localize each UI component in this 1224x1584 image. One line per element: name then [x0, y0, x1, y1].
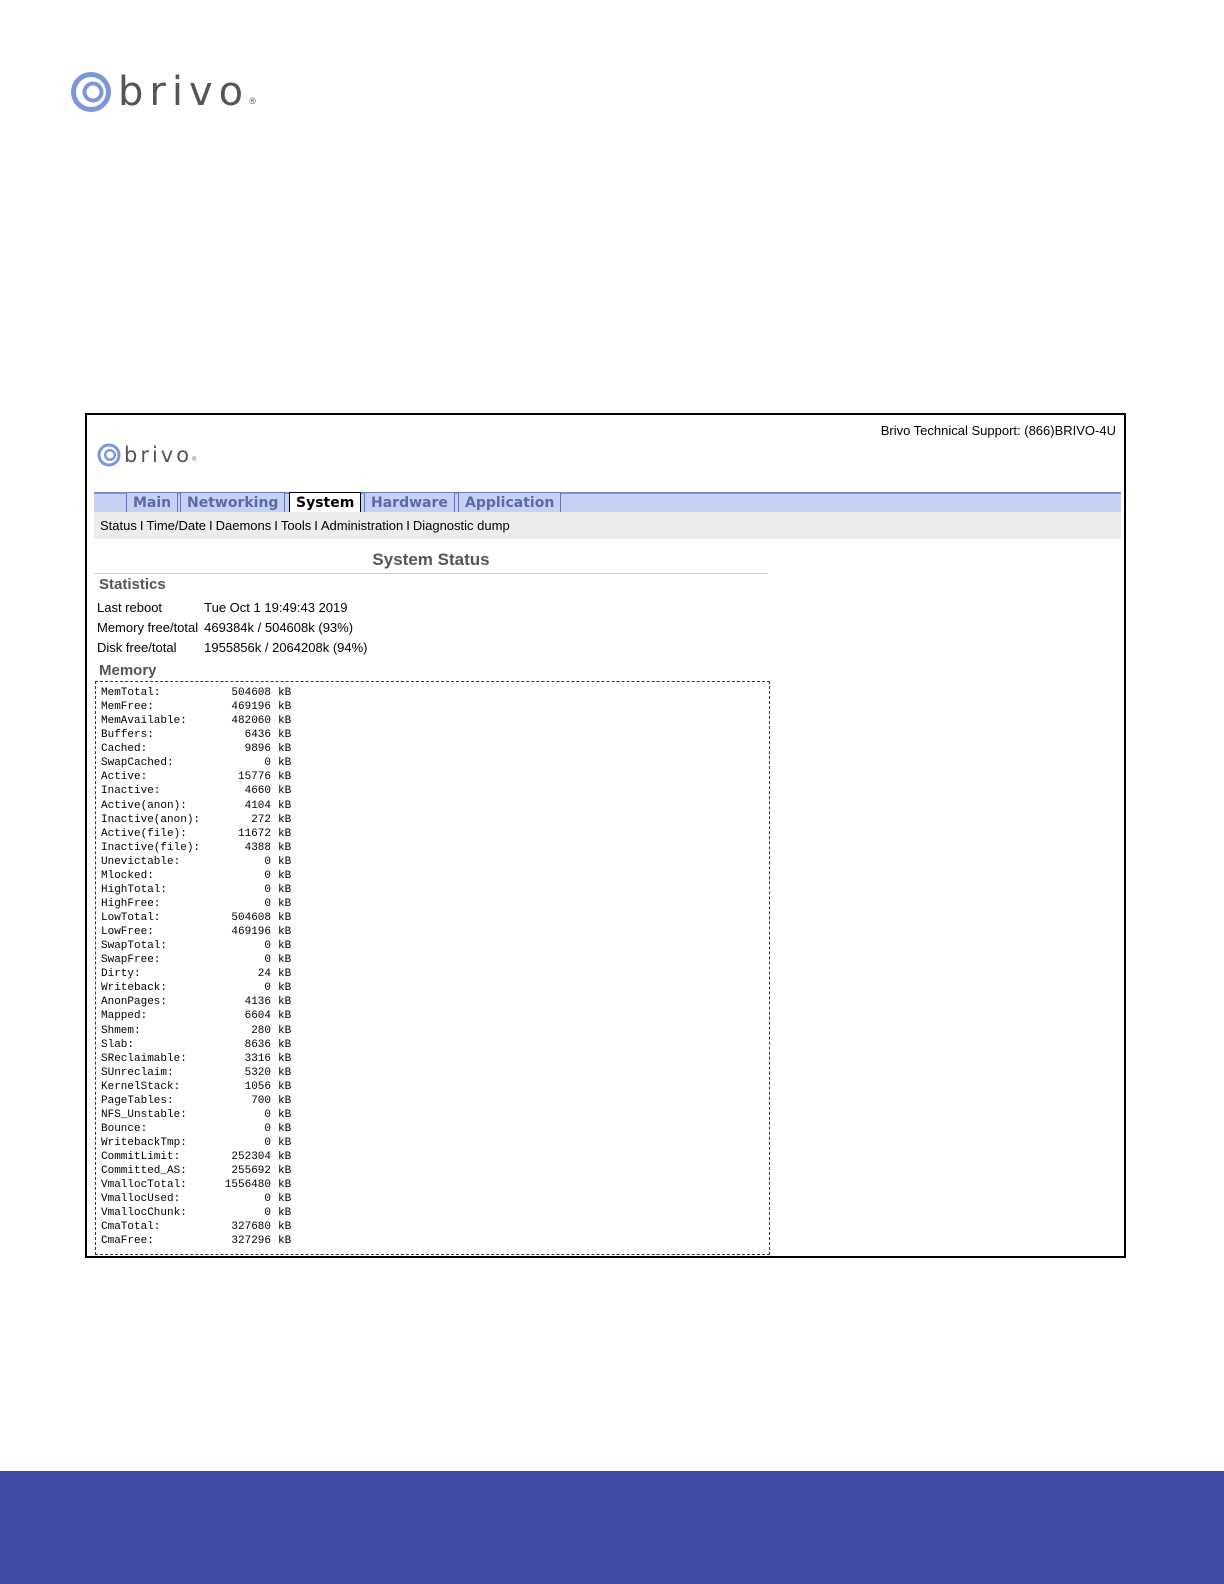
stat-value: 1955856k / 2064208k (94%): [204, 639, 368, 655]
memory-key: Writeback:: [101, 982, 168, 995]
tab-hardware[interactable]: Hardware: [364, 492, 455, 514]
memory-unit: kB: [278, 701, 292, 714]
subnav-administration[interactable]: Administration: [320, 518, 404, 533]
memory-value: 504608: [231, 912, 271, 924]
subnav-separator: I: [274, 518, 278, 533]
memory-key: Bounce:: [101, 1122, 148, 1135]
memory-value: 0: [264, 869, 271, 882]
statistics-table: [97, 597, 372, 657]
subnav-separator: I: [139, 518, 144, 533]
stat-row: [97, 617, 372, 637]
memory-unit: kB: [278, 771, 292, 784]
logo-wordmark: brivo: [124, 443, 193, 467]
memory-row: [101, 742, 764, 756]
memory-row: [101, 981, 764, 995]
stat-row: [97, 597, 372, 617]
memory-row: [101, 686, 764, 700]
memory-row: [101, 869, 764, 883]
memory-row: [101, 756, 764, 770]
tab-main[interactable]: Main: [126, 492, 178, 514]
brivo-logo-icon: [97, 443, 121, 467]
memory-row: [101, 714, 764, 728]
memory-row: [101, 953, 764, 967]
memory-key: Inactive:: [101, 785, 161, 798]
footer-band: [0, 1471, 1224, 1584]
sub-navigation: [94, 512, 1121, 539]
memory-unit: kB: [278, 926, 292, 939]
memory-row: [101, 700, 764, 714]
memory-key: Inactive(anon):: [101, 813, 201, 826]
memory-value: 6436: [244, 729, 271, 742]
memory-value: 15776: [237, 771, 271, 784]
memory-key: SwapFree:: [101, 954, 161, 967]
memory-unit: kB: [278, 1151, 292, 1164]
logo-registered-mark: ®: [249, 96, 256, 106]
stat-label: Disk free/total: [97, 639, 177, 655]
memory-unit: kB: [278, 1221, 292, 1234]
memory-unit: kB: [278, 1080, 292, 1093]
memory-key: NFS_Unstable:: [101, 1108, 187, 1121]
memory-value: 272: [251, 813, 271, 826]
stat-value: Tue Oct 1 19:49:43 2019: [204, 599, 348, 615]
memory-key: Mapped:: [101, 1010, 148, 1023]
stat-value: 469384k / 504608k (93%): [204, 619, 354, 635]
memory-row: [101, 883, 764, 897]
logo-wordmark: brivo: [118, 69, 250, 115]
memory-value: 3316: [244, 1052, 271, 1065]
memory-value: 0: [264, 982, 271, 995]
header-brivo-logo[interactable]: [97, 443, 197, 467]
memory-unit: kB: [278, 855, 292, 868]
memory-row: [101, 897, 764, 911]
memory-key: SReclaimable:: [101, 1052, 187, 1065]
memory-row: [101, 1009, 764, 1023]
memory-unit: kB: [278, 1207, 292, 1220]
memory-key: Slab:: [101, 1038, 135, 1051]
memory-unit: kB: [278, 1052, 292, 1065]
memory-unit: kB: [278, 1137, 292, 1149]
subnav-separator: I: [208, 518, 213, 533]
stat-row: [97, 637, 372, 657]
memory-value: 327680: [231, 1221, 271, 1234]
memory-key: Active(anon):: [101, 799, 187, 812]
tab-application[interactable]: Application: [458, 492, 561, 514]
support-text: Brivo Technical Support: (866)BRIVO-4U: [880, 423, 1116, 438]
memory-value: 8636: [244, 1038, 271, 1051]
memory-key: HighTotal:: [101, 883, 168, 896]
tab-system[interactable]: System: [289, 492, 361, 516]
page-title: System Status: [94, 550, 768, 574]
memory-unit: kB: [278, 883, 292, 896]
memory-key: Unevictable:: [101, 855, 181, 868]
memory-key: Active:: [101, 771, 148, 784]
memory-key: Inactive(file):: [101, 841, 201, 854]
memory-value: 700: [251, 1094, 271, 1107]
memory-value: 0: [264, 757, 271, 770]
memory-unit: kB: [278, 1122, 292, 1135]
subnav-daemons[interactable]: Daemons: [215, 518, 272, 533]
memory-key: LowTotal:: [101, 912, 161, 924]
memory-key: MemFree:: [101, 701, 154, 714]
memory-value: 11672: [237, 827, 271, 840]
memory-row: [101, 728, 764, 742]
memory-row: [101, 1164, 764, 1178]
memory-key: SwapCached:: [101, 757, 174, 770]
memory-value: 5320: [244, 1066, 271, 1079]
memory-value: 255692: [231, 1165, 271, 1178]
memory-row: [101, 799, 764, 813]
memory-value: 0: [264, 1122, 271, 1135]
memory-value: 482060: [231, 715, 271, 728]
tab-networking[interactable]: Networking: [180, 492, 285, 514]
memory-unit: kB: [278, 1066, 292, 1079]
memory-value: 469196: [231, 926, 271, 939]
memory-unit: kB: [278, 841, 292, 854]
memory-info-box: [95, 681, 770, 1255]
memory-unit: kB: [278, 715, 292, 728]
memory-value: 4136: [244, 996, 271, 1009]
memory-unit: kB: [278, 1024, 292, 1037]
brivo-logo-icon: [70, 71, 112, 113]
memory-value: 9896: [244, 743, 271, 756]
memory-unit: kB: [278, 743, 292, 756]
memory-key: VmallocTotal:: [101, 1179, 187, 1192]
memory-key: MemTotal:: [101, 687, 161, 699]
memory-unit: kB: [278, 940, 292, 953]
memory-row: [101, 925, 764, 939]
memory-row: [101, 967, 764, 981]
memory-unit: kB: [278, 912, 292, 924]
memory-row: [101, 1108, 764, 1122]
statistics-heading: Statistics: [99, 576, 166, 593]
memory-unit: kB: [278, 982, 292, 995]
memory-row: [101, 1220, 764, 1234]
memory-unit: kB: [278, 954, 292, 967]
memory-row: [101, 855, 764, 869]
memory-key: Buffers:: [101, 729, 154, 742]
subnav-separator: I: [314, 518, 318, 533]
memory-unit: kB: [278, 869, 292, 882]
memory-value: 4388: [244, 841, 271, 854]
memory-value: 0: [264, 954, 271, 967]
page-brivo-logo: [70, 70, 256, 114]
memory-value: 1056: [244, 1080, 271, 1093]
memory-key: SUnreclaim:: [101, 1066, 174, 1079]
memory-row: [101, 1080, 764, 1094]
memory-row: [101, 841, 764, 855]
memory-row: [101, 827, 764, 841]
memory-row: [101, 1066, 764, 1080]
memory-key: LowFree:: [101, 926, 154, 939]
memory-row: [101, 1150, 764, 1164]
memory-unit: kB: [278, 757, 292, 770]
main-tab-bar: [94, 492, 1121, 512]
memory-unit: kB: [278, 799, 292, 812]
memory-row: [101, 770, 764, 784]
memory-key: VmallocChunk:: [101, 1207, 187, 1220]
memory-row: [101, 1136, 764, 1150]
memory-value: 0: [264, 940, 271, 953]
memory-row: [101, 911, 764, 925]
memory-key: MemAvailable:: [101, 715, 187, 728]
memory-value: 1556480: [224, 1179, 271, 1192]
stat-label: Last reboot: [97, 599, 163, 615]
memory-unit: kB: [278, 968, 292, 981]
memory-unit: kB: [278, 1010, 292, 1023]
memory-unit: kB: [278, 785, 292, 798]
logo-registered-mark: ®: [192, 457, 197, 463]
subnav-status[interactable]: Status: [100, 518, 137, 533]
memory-unit: kB: [278, 827, 292, 840]
memory-key: Active(file):: [101, 827, 187, 840]
memory-unit: kB: [278, 1193, 292, 1206]
stat-label: Memory free/total: [97, 619, 199, 635]
memory-key: Dirty:: [101, 968, 141, 981]
memory-unit: kB: [278, 1038, 292, 1051]
memory-value: 0: [264, 1193, 271, 1206]
memory-row: [101, 1192, 764, 1206]
memory-unit: kB: [278, 813, 292, 826]
memory-value: 280: [251, 1024, 271, 1037]
memory-value: 252304: [231, 1151, 271, 1164]
memory-row: [101, 939, 764, 953]
memory-key: CmaTotal:: [101, 1221, 161, 1234]
memory-value: 469196: [231, 701, 271, 714]
memory-row: [101, 1038, 764, 1052]
subnav-separator: I: [406, 518, 410, 533]
subnav-tools[interactable]: Tools: [280, 518, 312, 533]
memory-value: 4660: [244, 785, 271, 798]
memory-key: SwapTotal:: [101, 940, 168, 953]
memory-unit: kB: [278, 996, 292, 1009]
memory-value: 0: [264, 897, 271, 910]
memory-row: [101, 813, 764, 827]
memory-unit: kB: [278, 1179, 292, 1192]
memory-value: 504608: [231, 687, 271, 699]
memory-key: Committed_AS:: [101, 1165, 187, 1178]
memory-key: PageTables:: [101, 1094, 174, 1107]
memory-key: CmaFree:: [101, 1235, 154, 1248]
memory-value: 327296: [231, 1235, 271, 1248]
memory-key: KernelStack:: [101, 1080, 181, 1093]
memory-value: 6604: [244, 1010, 271, 1023]
web-ui-screenshot: [85, 413, 1126, 1258]
memory-value: 24: [257, 968, 271, 981]
memory-value: 4104: [244, 799, 271, 812]
memory-row: [101, 1052, 764, 1066]
memory-key: Cached:: [101, 743, 148, 756]
memory-row: [101, 1122, 764, 1136]
memory-heading: Memory: [99, 662, 157, 679]
memory-row: [101, 1206, 764, 1220]
memory-row: [101, 995, 764, 1009]
memory-value: 0: [264, 855, 271, 868]
memory-row: [101, 1234, 764, 1248]
memory-unit: kB: [278, 687, 292, 699]
memory-row: [101, 1178, 764, 1192]
memory-value: 0: [264, 1207, 271, 1220]
memory-key: Mlocked:: [101, 869, 154, 882]
subnav-time-date[interactable]: Time/Date: [146, 518, 206, 533]
memory-unit: kB: [278, 1094, 292, 1107]
memory-unit: kB: [278, 1108, 292, 1121]
memory-row: [101, 784, 764, 798]
memory-value: 0: [264, 1108, 271, 1121]
memory-unit: kB: [278, 1165, 292, 1178]
subnav-diagnostic-dump[interactable]: Diagnostic dump: [412, 518, 510, 533]
memory-key: VmallocUsed:: [101, 1193, 181, 1206]
memory-key: CommitLimit:: [101, 1151, 181, 1164]
memory-key: AnonPages:: [101, 996, 168, 1009]
memory-row: [101, 1024, 764, 1038]
memory-row: [101, 1094, 764, 1108]
memory-key: Shmem:: [101, 1024, 141, 1037]
memory-value: 0: [264, 883, 271, 896]
memory-unit: kB: [278, 897, 292, 910]
memory-unit: kB: [278, 729, 292, 742]
memory-value: 0: [264, 1137, 271, 1149]
memory-key: HighFree:: [101, 897, 161, 910]
memory-key: WritebackTmp:: [101, 1137, 187, 1149]
memory-unit: kB: [278, 1235, 292, 1248]
